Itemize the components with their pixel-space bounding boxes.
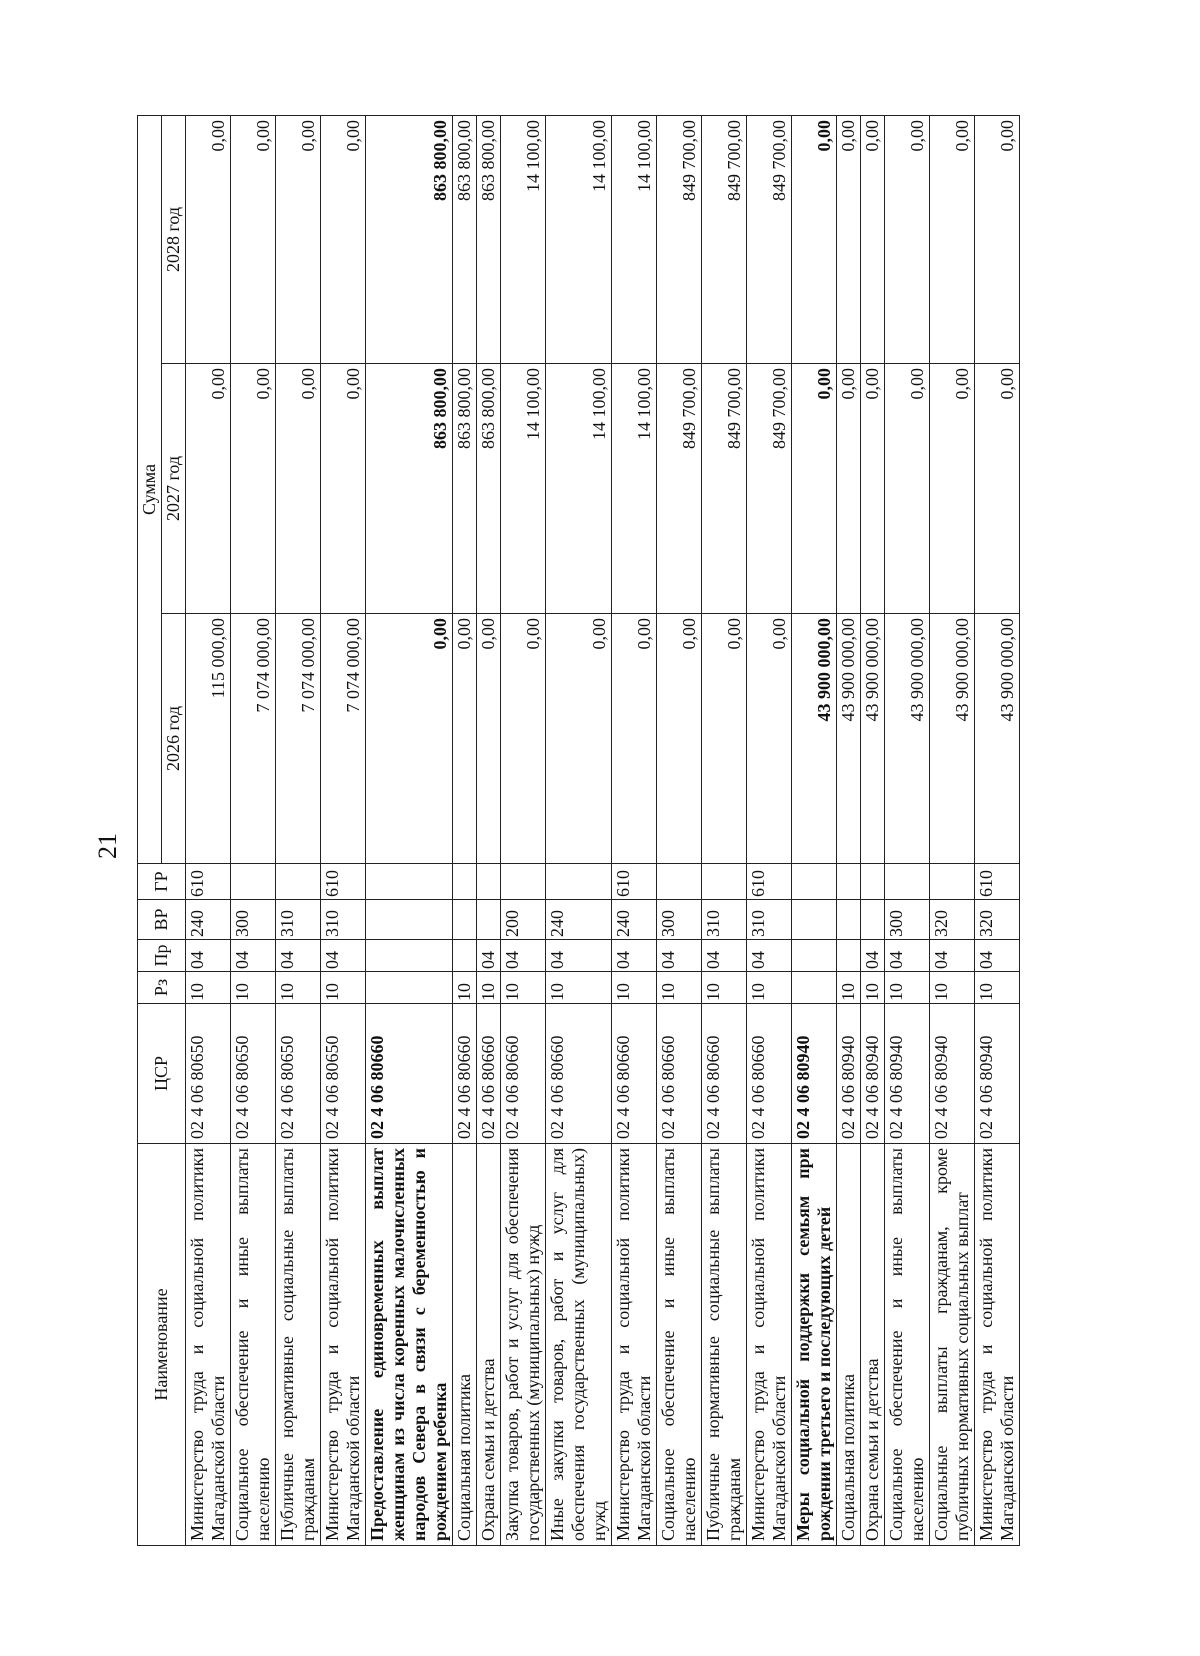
cell-2026: 43 900 000,00 xyxy=(930,614,975,864)
cell-name: Охрана семьи и детства xyxy=(477,1144,501,1546)
cell-2028: 849 700,00 xyxy=(702,115,747,363)
table-row xyxy=(321,115,366,1545)
cell-csr: 02 4 06 80940 xyxy=(792,1004,837,1144)
cell-vr: 310 xyxy=(747,900,792,940)
cell-2028: 849 700,00 xyxy=(747,115,792,363)
cell-2028: 0,00 xyxy=(186,115,231,363)
cell-csr: 02 4 06 80650 xyxy=(186,1004,231,1144)
cell-2026: 7 074 000,00 xyxy=(276,614,321,864)
header-vr: ВР xyxy=(138,900,186,940)
table-row xyxy=(885,115,930,1545)
cell-name: Социальная политика xyxy=(837,1144,861,1546)
header-2026: 2026 год xyxy=(162,614,186,864)
cell-2028: 0,00 xyxy=(930,115,975,363)
table-body xyxy=(186,115,1020,1545)
header-rz: Рз xyxy=(138,972,186,1004)
cell-2026: 7 074 000,00 xyxy=(231,614,276,864)
cell-2028: 0,00 xyxy=(861,115,885,363)
cell-vr xyxy=(861,900,885,940)
cell-name: Социальное обеспечение и иные выплаты населению xyxy=(231,1144,276,1546)
cell-vr: 300 xyxy=(231,900,276,940)
cell-pr xyxy=(792,940,837,972)
cell-rz: 10 xyxy=(477,972,501,1004)
page-number: 21 xyxy=(93,833,122,859)
table-row xyxy=(612,115,657,1545)
cell-vr: 320 xyxy=(930,900,975,940)
cell-name: Меры социальной поддержки семьям при рождении третьего и последующих детей xyxy=(792,1144,837,1546)
cell-2027: 0,00 xyxy=(885,364,930,614)
cell-2028: 0,00 xyxy=(975,115,1020,363)
cell-vr xyxy=(366,900,453,940)
cell-vr: 310 xyxy=(276,900,321,940)
cell-name: Публичные нормативные социальные выплаты гражданам xyxy=(276,1144,321,1546)
cell-rz: 10 xyxy=(186,972,231,1004)
cell-gr xyxy=(861,864,885,900)
cell-rz: 10 xyxy=(276,972,321,1004)
cell-rz xyxy=(792,972,837,1004)
cell-rz: 10 xyxy=(657,972,702,1004)
table-row xyxy=(276,115,321,1545)
cell-vr xyxy=(792,900,837,940)
cell-name: Министерство труда и социальной политики Магаданской области xyxy=(612,1144,657,1546)
cell-csr: 02 4 06 80940 xyxy=(930,1004,975,1144)
cell-pr xyxy=(453,940,477,972)
cell-rz: 10 xyxy=(702,972,747,1004)
cell-rz: 10 xyxy=(546,972,612,1004)
table-row xyxy=(861,115,885,1545)
cell-rz: 10 xyxy=(321,972,366,1004)
header-name: Наименование xyxy=(138,1144,186,1546)
header-2027: 2027 год xyxy=(162,364,186,614)
cell-2027: 0,00 xyxy=(792,364,837,614)
cell-gr xyxy=(366,864,453,900)
table-row xyxy=(837,115,861,1545)
cell-2027: 863 800,00 xyxy=(477,364,501,614)
cell-2026: 0,00 xyxy=(453,614,477,864)
cell-gr: 610 xyxy=(612,864,657,900)
cell-2027: 863 800,00 xyxy=(453,364,477,614)
cell-2028: 0,00 xyxy=(321,115,366,363)
cell-rz: 10 xyxy=(975,972,1020,1004)
cell-gr xyxy=(231,864,276,900)
cell-2027: 0,00 xyxy=(837,364,861,614)
cell-vr: 300 xyxy=(885,900,930,940)
cell-csr: 02 4 06 80940 xyxy=(861,1004,885,1144)
cell-2026: 7 074 000,00 xyxy=(321,614,366,864)
cell-2026: 0,00 xyxy=(477,614,501,864)
table-row xyxy=(453,115,477,1545)
cell-2026: 0,00 xyxy=(702,614,747,864)
cell-2027: 0,00 xyxy=(861,364,885,614)
cell-rz xyxy=(366,972,453,1004)
cell-pr: 04 xyxy=(885,940,930,972)
table-row xyxy=(792,115,837,1545)
cell-csr: 02 4 06 80650 xyxy=(231,1004,276,1144)
cell-gr xyxy=(453,864,477,900)
table-row xyxy=(366,115,453,1545)
cell-2027: 0,00 xyxy=(975,364,1020,614)
cell-rz: 10 xyxy=(612,972,657,1004)
cell-name: Министерство труда и социальной политики Магаданской области xyxy=(747,1144,792,1546)
table-header xyxy=(138,115,186,1545)
cell-csr: 02 4 06 80940 xyxy=(837,1004,861,1144)
cell-rz: 10 xyxy=(453,972,477,1004)
cell-rz: 10 xyxy=(861,972,885,1004)
cell-2027: 849 700,00 xyxy=(702,364,747,614)
cell-2027: 849 700,00 xyxy=(747,364,792,614)
header-pr: Пр xyxy=(138,940,186,972)
cell-gr xyxy=(657,864,702,900)
header-gr: ГР xyxy=(138,864,186,900)
cell-2026: 0,00 xyxy=(657,614,702,864)
cell-name: Публичные нормативные социальные выплаты гражданам xyxy=(702,1144,747,1546)
cell-2026: 0,00 xyxy=(366,614,453,864)
cell-csr: 02 4 06 80660 xyxy=(366,1004,453,1144)
cell-csr: 02 4 06 80660 xyxy=(546,1004,612,1144)
cell-rz: 10 xyxy=(930,972,975,1004)
cell-name: Охрана семьи и детства xyxy=(861,1144,885,1546)
cell-csr: 02 4 06 80940 xyxy=(885,1004,930,1144)
cell-gr: 610 xyxy=(975,864,1020,900)
cell-vr xyxy=(837,900,861,940)
cell-csr: 02 4 06 80650 xyxy=(276,1004,321,1144)
cell-csr: 02 4 06 80660 xyxy=(501,1004,546,1144)
cell-pr: 04 xyxy=(186,940,231,972)
cell-gr xyxy=(501,864,546,900)
cell-pr: 04 xyxy=(702,940,747,972)
cell-vr: 240 xyxy=(546,900,612,940)
cell-2027: 0,00 xyxy=(231,364,276,614)
cell-name: Министерство труда и социальной политики Магаданской области xyxy=(975,1144,1020,1546)
cell-rz: 10 xyxy=(837,972,861,1004)
cell-pr xyxy=(837,940,861,972)
cell-gr xyxy=(792,864,837,900)
table-row xyxy=(747,115,792,1545)
table-row xyxy=(501,115,546,1545)
header-sum: Сумма xyxy=(138,115,162,863)
cell-pr: 04 xyxy=(747,940,792,972)
cell-2028: 0,00 xyxy=(276,115,321,363)
cell-pr: 04 xyxy=(231,940,276,972)
cell-pr: 04 xyxy=(657,940,702,972)
cell-csr: 02 4 06 80660 xyxy=(477,1004,501,1144)
cell-2027: 14 100,00 xyxy=(501,364,546,614)
cell-csr: 02 4 06 80660 xyxy=(657,1004,702,1144)
cell-2027: 0,00 xyxy=(276,364,321,614)
cell-2026: 0,00 xyxy=(546,614,612,864)
cell-vr: 310 xyxy=(321,900,366,940)
cell-2026: 0,00 xyxy=(747,614,792,864)
table-row xyxy=(231,115,276,1545)
cell-pr: 04 xyxy=(930,940,975,972)
cell-csr: 02 4 06 80660 xyxy=(453,1004,477,1144)
cell-2026: 0,00 xyxy=(501,614,546,864)
cell-name: Социальная политика xyxy=(453,1144,477,1546)
cell-pr: 04 xyxy=(477,940,501,972)
cell-name: Социальные выплаты гражданам, кроме публичных нормативных социальных выплат xyxy=(930,1144,975,1546)
cell-rz: 10 xyxy=(747,972,792,1004)
cell-vr: 240 xyxy=(186,900,231,940)
cell-2027: 14 100,00 xyxy=(546,364,612,614)
cell-2028: 0,00 xyxy=(885,115,930,363)
cell-csr: 02 4 06 80660 xyxy=(747,1004,792,1144)
cell-2027: 0,00 xyxy=(321,364,366,614)
rotated-page xyxy=(137,116,1075,1546)
cell-vr: 310 xyxy=(702,900,747,940)
cell-2026: 43 900 000,00 xyxy=(885,614,930,864)
table-row xyxy=(930,115,975,1545)
table-row xyxy=(702,115,747,1545)
table-row xyxy=(975,115,1020,1545)
cell-gr xyxy=(276,864,321,900)
cell-2028: 14 100,00 xyxy=(546,115,612,363)
cell-name: Предоставление единовременных выплат женщинам из числа коренных малочисленных народов Севера в связи с беременностью и рождением ребенка xyxy=(366,1144,453,1546)
cell-name: Министерство труда и социальной политики Магаданской области xyxy=(186,1144,231,1546)
cell-2026: 0,00 xyxy=(612,614,657,864)
table-row xyxy=(657,115,702,1545)
cell-name: Иные закупки товаров, работ и услуг для обеспечения государственных (муниципальных) нужд xyxy=(546,1144,612,1546)
cell-pr: 04 xyxy=(321,940,366,972)
cell-2026: 43 900 000,00 xyxy=(792,614,837,864)
cell-vr: 240 xyxy=(612,900,657,940)
cell-rz: 10 xyxy=(501,972,546,1004)
cell-2028: 863 800,00 xyxy=(453,115,477,363)
cell-2027: 863 800,00 xyxy=(366,364,453,614)
cell-2028: 0,00 xyxy=(837,115,861,363)
table-row xyxy=(186,115,231,1545)
cell-name: Министерство труда и социальной политики Магаданской области xyxy=(321,1144,366,1546)
cell-gr xyxy=(837,864,861,900)
cell-pr: 04 xyxy=(861,940,885,972)
cell-2027: 0,00 xyxy=(930,364,975,614)
cell-pr: 04 xyxy=(276,940,321,972)
cell-gr xyxy=(477,864,501,900)
cell-gr xyxy=(702,864,747,900)
cell-gr: 610 xyxy=(747,864,792,900)
cell-rz: 10 xyxy=(885,972,930,1004)
cell-pr: 04 xyxy=(501,940,546,972)
cell-rz: 10 xyxy=(231,972,276,1004)
cell-csr: 02 4 06 80660 xyxy=(702,1004,747,1144)
cell-2026: 43 900 000,00 xyxy=(837,614,861,864)
cell-gr xyxy=(930,864,975,900)
cell-2028: 0,00 xyxy=(792,115,837,363)
header-2028: 2028 год xyxy=(162,115,186,363)
cell-gr: 610 xyxy=(321,864,366,900)
cell-gr xyxy=(546,864,612,900)
cell-gr xyxy=(885,864,930,900)
cell-2027: 0,00 xyxy=(186,364,231,614)
cell-2026: 43 900 000,00 xyxy=(975,614,1020,864)
cell-2028: 0,00 xyxy=(231,115,276,363)
cell-2028: 863 800,00 xyxy=(366,115,453,363)
cell-csr: 02 4 06 80650 xyxy=(321,1004,366,1144)
cell-vr: 200 xyxy=(501,900,546,940)
cell-pr: 04 xyxy=(612,940,657,972)
cell-name: Закупка товаров, работ и услуг для обеспечения государственных (муниципальных) нужд xyxy=(501,1144,546,1546)
cell-vr xyxy=(477,900,501,940)
cell-2026: 115 000,00 xyxy=(186,614,231,864)
cell-2028: 849 700,00 xyxy=(657,115,702,363)
table-row xyxy=(477,115,501,1545)
cell-vr xyxy=(453,900,477,940)
cell-2028: 863 800,00 xyxy=(477,115,501,363)
cell-name: Социальное обеспечение и иные выплаты населению xyxy=(657,1144,702,1546)
cell-pr: 04 xyxy=(546,940,612,972)
cell-2028: 14 100,00 xyxy=(612,115,657,363)
cell-2026: 43 900 000,00 xyxy=(861,614,885,864)
budget-table xyxy=(137,115,1020,1546)
cell-pr: 04 xyxy=(975,940,1020,972)
cell-csr: 02 4 06 80940 xyxy=(975,1004,1020,1144)
cell-vr: 300 xyxy=(657,900,702,940)
table-row xyxy=(546,115,612,1545)
cell-2028: 14 100,00 xyxy=(501,115,546,363)
cell-2027: 849 700,00 xyxy=(657,364,702,614)
header-csr: ЦСР xyxy=(138,1004,186,1144)
cell-pr xyxy=(366,940,453,972)
cell-vr: 320 xyxy=(975,900,1020,940)
cell-name: Социальное обеспечение и иные выплаты населению xyxy=(885,1144,930,1546)
cell-csr: 02 4 06 80660 xyxy=(612,1004,657,1144)
cell-gr: 610 xyxy=(186,864,231,900)
cell-2027: 14 100,00 xyxy=(612,364,657,614)
